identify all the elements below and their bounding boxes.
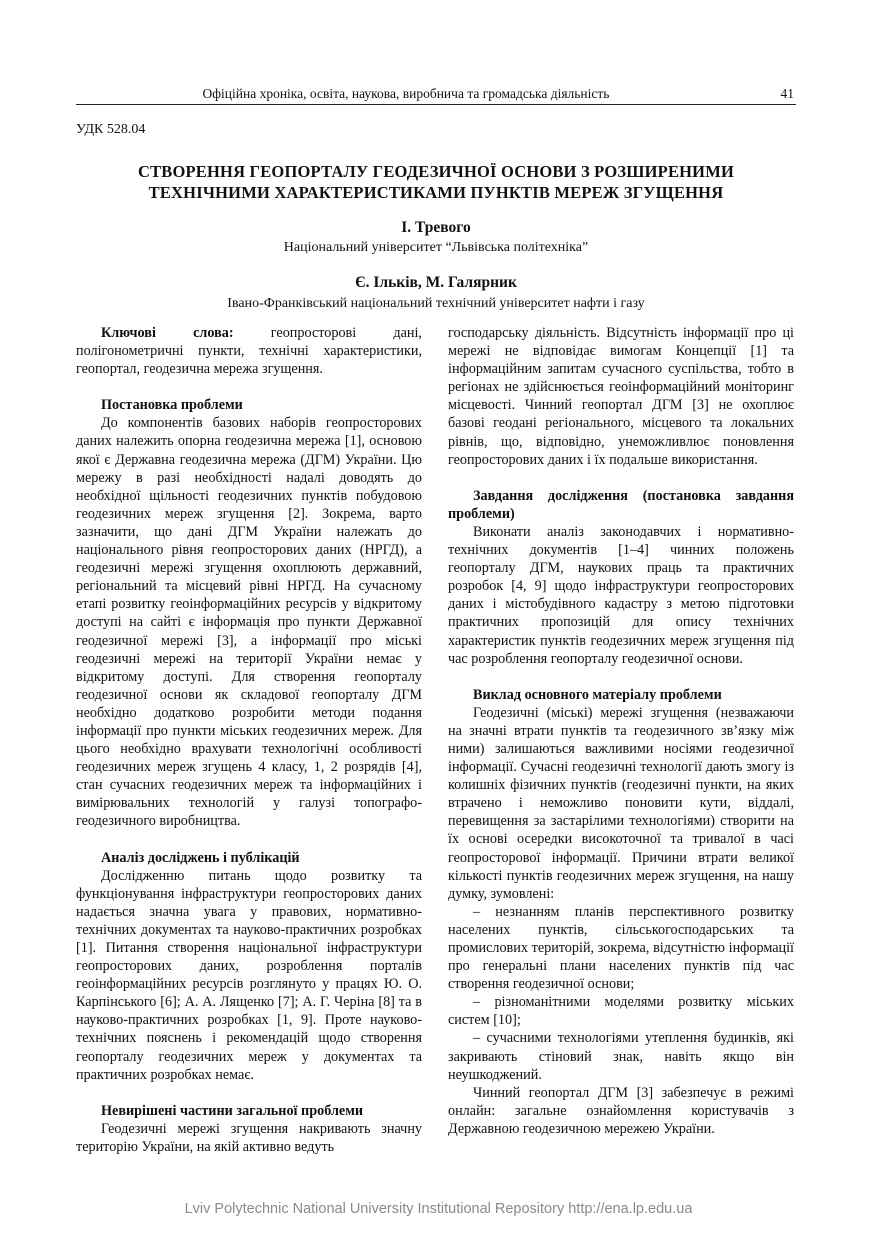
keywords-text: геопросторові дані, полігонометричні пункти, технічні характеристики, геопортал, геодезична мережа згущення.: [76, 325, 422, 378]
text-problem: До компонентів базових наборів геопросторових даних належить опорна геодезична мережа [1], основою якої є Державна геодезична мережа (ДГМ) України. Цю мережу в разі необхідності надалі доводять до необхідної щільності геодезичних пунктів побудовою геодезичних мереж згущення [2]. Зокрема, варто зазначити, що дані ДГМ України належать до національного рівня геопросторових даних (НРГД), а геодезичні мережі згущення охоплюють державний, регіональний та місцевий рівні НРГД. На сучасному етапі розвитку геоінформаційних ресурсів у відкритому доступі на сайті є інформація про пункти Державної геодезичної мережі [3], а інформації про міські геодезичні мережі на території України немає у відкритому доступі. Для створення геопорталу геодезичної основи як складової геопорталу ДГМ необхідно додатково розробити методи подання інформації про пункти міських геодезичних мереж. Для цього необхідно врахувати технологічні особливості геодезичних мереж згущень 4 класу, 1, 2 розрядів [4], стан сучасних геодезичних мереж та інформаційних і вимірювальних технологій у галузі топографо-геодезичного виробництва.: [76, 415, 422, 830]
list-item: – сучасними технологіями утеплення будинків, які закривають стіновий знак, навіть якщо він неушкоджений.: [448, 1030, 794, 1083]
heading-problem: Постановка проблеми: [101, 397, 243, 414]
list-item: – незнанням планів перспективного розвитку населених пунктів, сільськогосподарських та промислових територій, зокрема, відсутністю інформації про генеральні плани населених пунктів під час створення геодезичної основи;: [448, 903, 794, 993]
heading-unsolved: Невирішені частини загальної проблеми: [101, 1102, 364, 1119]
text-main-intro: Геодезичні (міські) мережі згущення (незважаючи на значні втрати пунктів та геодезичного зв’язку між ними) залишаються важливими носіями геодезичної інформації. Сучасні геодезичні технології дають змогу із колишніх фізичних пунктів (геодезичні пункти, на яких втрачено і неможливо поновити кути, віддалі, перевищення за застарілими технологіями) створити на їх основі осередки високоточної та тривалої в часі геопросторової інформації. Причини втрати великої кількості пунктів геодезичних мереж згущення, на нашу думку, зумовлені:: [448, 704, 794, 902]
author-affiliation-2: Івано-Франківський національний технічний університет нафти і газу: [227, 296, 645, 311]
author-names-2: Є. Ільків, М. Галярник: [355, 274, 517, 291]
keywords: [76, 324, 422, 378]
article-title: СТВОРЕННЯ ГЕОПОРТАЛУ ГЕОДЕЗИЧНОЇ ОСНОВИ З РОЗШИРЕНИМИ ТЕХНІЧНИМИ ХАРАКТЕРИСТИКАМИ ПУНКТІВ МЕРЕЖ ЗГУЩЕННЯ: [137, 162, 735, 202]
repository-footer: Lviv Polytechnic National University Institutional Repository http://ena.lp.edu.ua: [184, 1201, 693, 1217]
heading-analysis: Аналіз досліджень і публікацій: [101, 849, 300, 866]
keywords-label: Ключові слова:: [101, 325, 234, 341]
text-unsolved-start: Геодезичні мережі згущення накривають значну територію України, на якій активно ведуть: [76, 1120, 422, 1155]
udk-code: УДК 528.04: [76, 122, 146, 137]
text-unsolved-continued: господарську діяльність. Відсутність інформації про ці мережі не відповідає вимогам Концепції [1] та інформаційним запитам сучасного суспільства, тобто в регіонах не здійснюється геоінформаційний моніторинг місцевості. Чинний геопортал ДГМ [3] не охоплює базові геодані регіонального, місцевого та локальних рівнів, що, відповідно, унеможливлює поновлення геопросторових даних і їх подальше використання.: [448, 325, 794, 468]
right-column: [448, 324, 794, 1138]
author-names-1: І. Тревого: [401, 219, 471, 236]
author-affiliation-1: Національний університет “Львівська політехніка”: [283, 240, 589, 255]
text-main-closing: Чинний геопортал ДГМ [3] забезпечує в режимі онлайн: загальне ознайомлення користувачів з Державною геодезичною мережею України.: [448, 1084, 794, 1137]
heading-main: Виклад основного матеріалу проблеми: [473, 686, 722, 703]
text-task: Виконати аналіз законодавчих і нормативно-технічних документів [1–4] чинних положень геопорталу ДГМ, наукових праць та практичних розробок [4, 9] щодо інфраструктури геопросторових даних і містобудівного кадастру з метою підготовки практичних пропозицій для опису технічних характеристик пунктів геодезичних мереж згущення під час розроблення геопорталу геодезичної основи.: [448, 523, 794, 667]
page-number: 41: [780, 86, 794, 101]
left-column: [76, 324, 422, 1156]
running-title: Офіційна хроніка, освіта, наукова, виробнича та громадська діяльність: [202, 86, 610, 101]
text-analysis: Дослідженню питань щодо розвитку та функціонування інфраструктури геопросторових даних надається значна увага у правових, нормативно-технічних документах та науково-практичних розробках [1]. Питання створення національної інфраструктури геопросторових даних, розроблення порталів геоінформаційних ресурсів розглянуто у працях Ю. О. Карпінського [6]; А. А. Лященко [7]; А. Г. Черіна [8] та в науково-практичних розробках [1, 9]. Проте науково-технічних пояснень і рекомендацій щодо створення геопорталу геодезичних мереж у документах та практичних розробках немає.: [76, 867, 422, 1083]
heading-task: Завдання дослідження (постановка завдання проблеми): [448, 487, 794, 522]
running-header: [76, 86, 796, 105]
list-item: – різноманітними моделями розвитку міських систем [10];: [448, 994, 794, 1029]
